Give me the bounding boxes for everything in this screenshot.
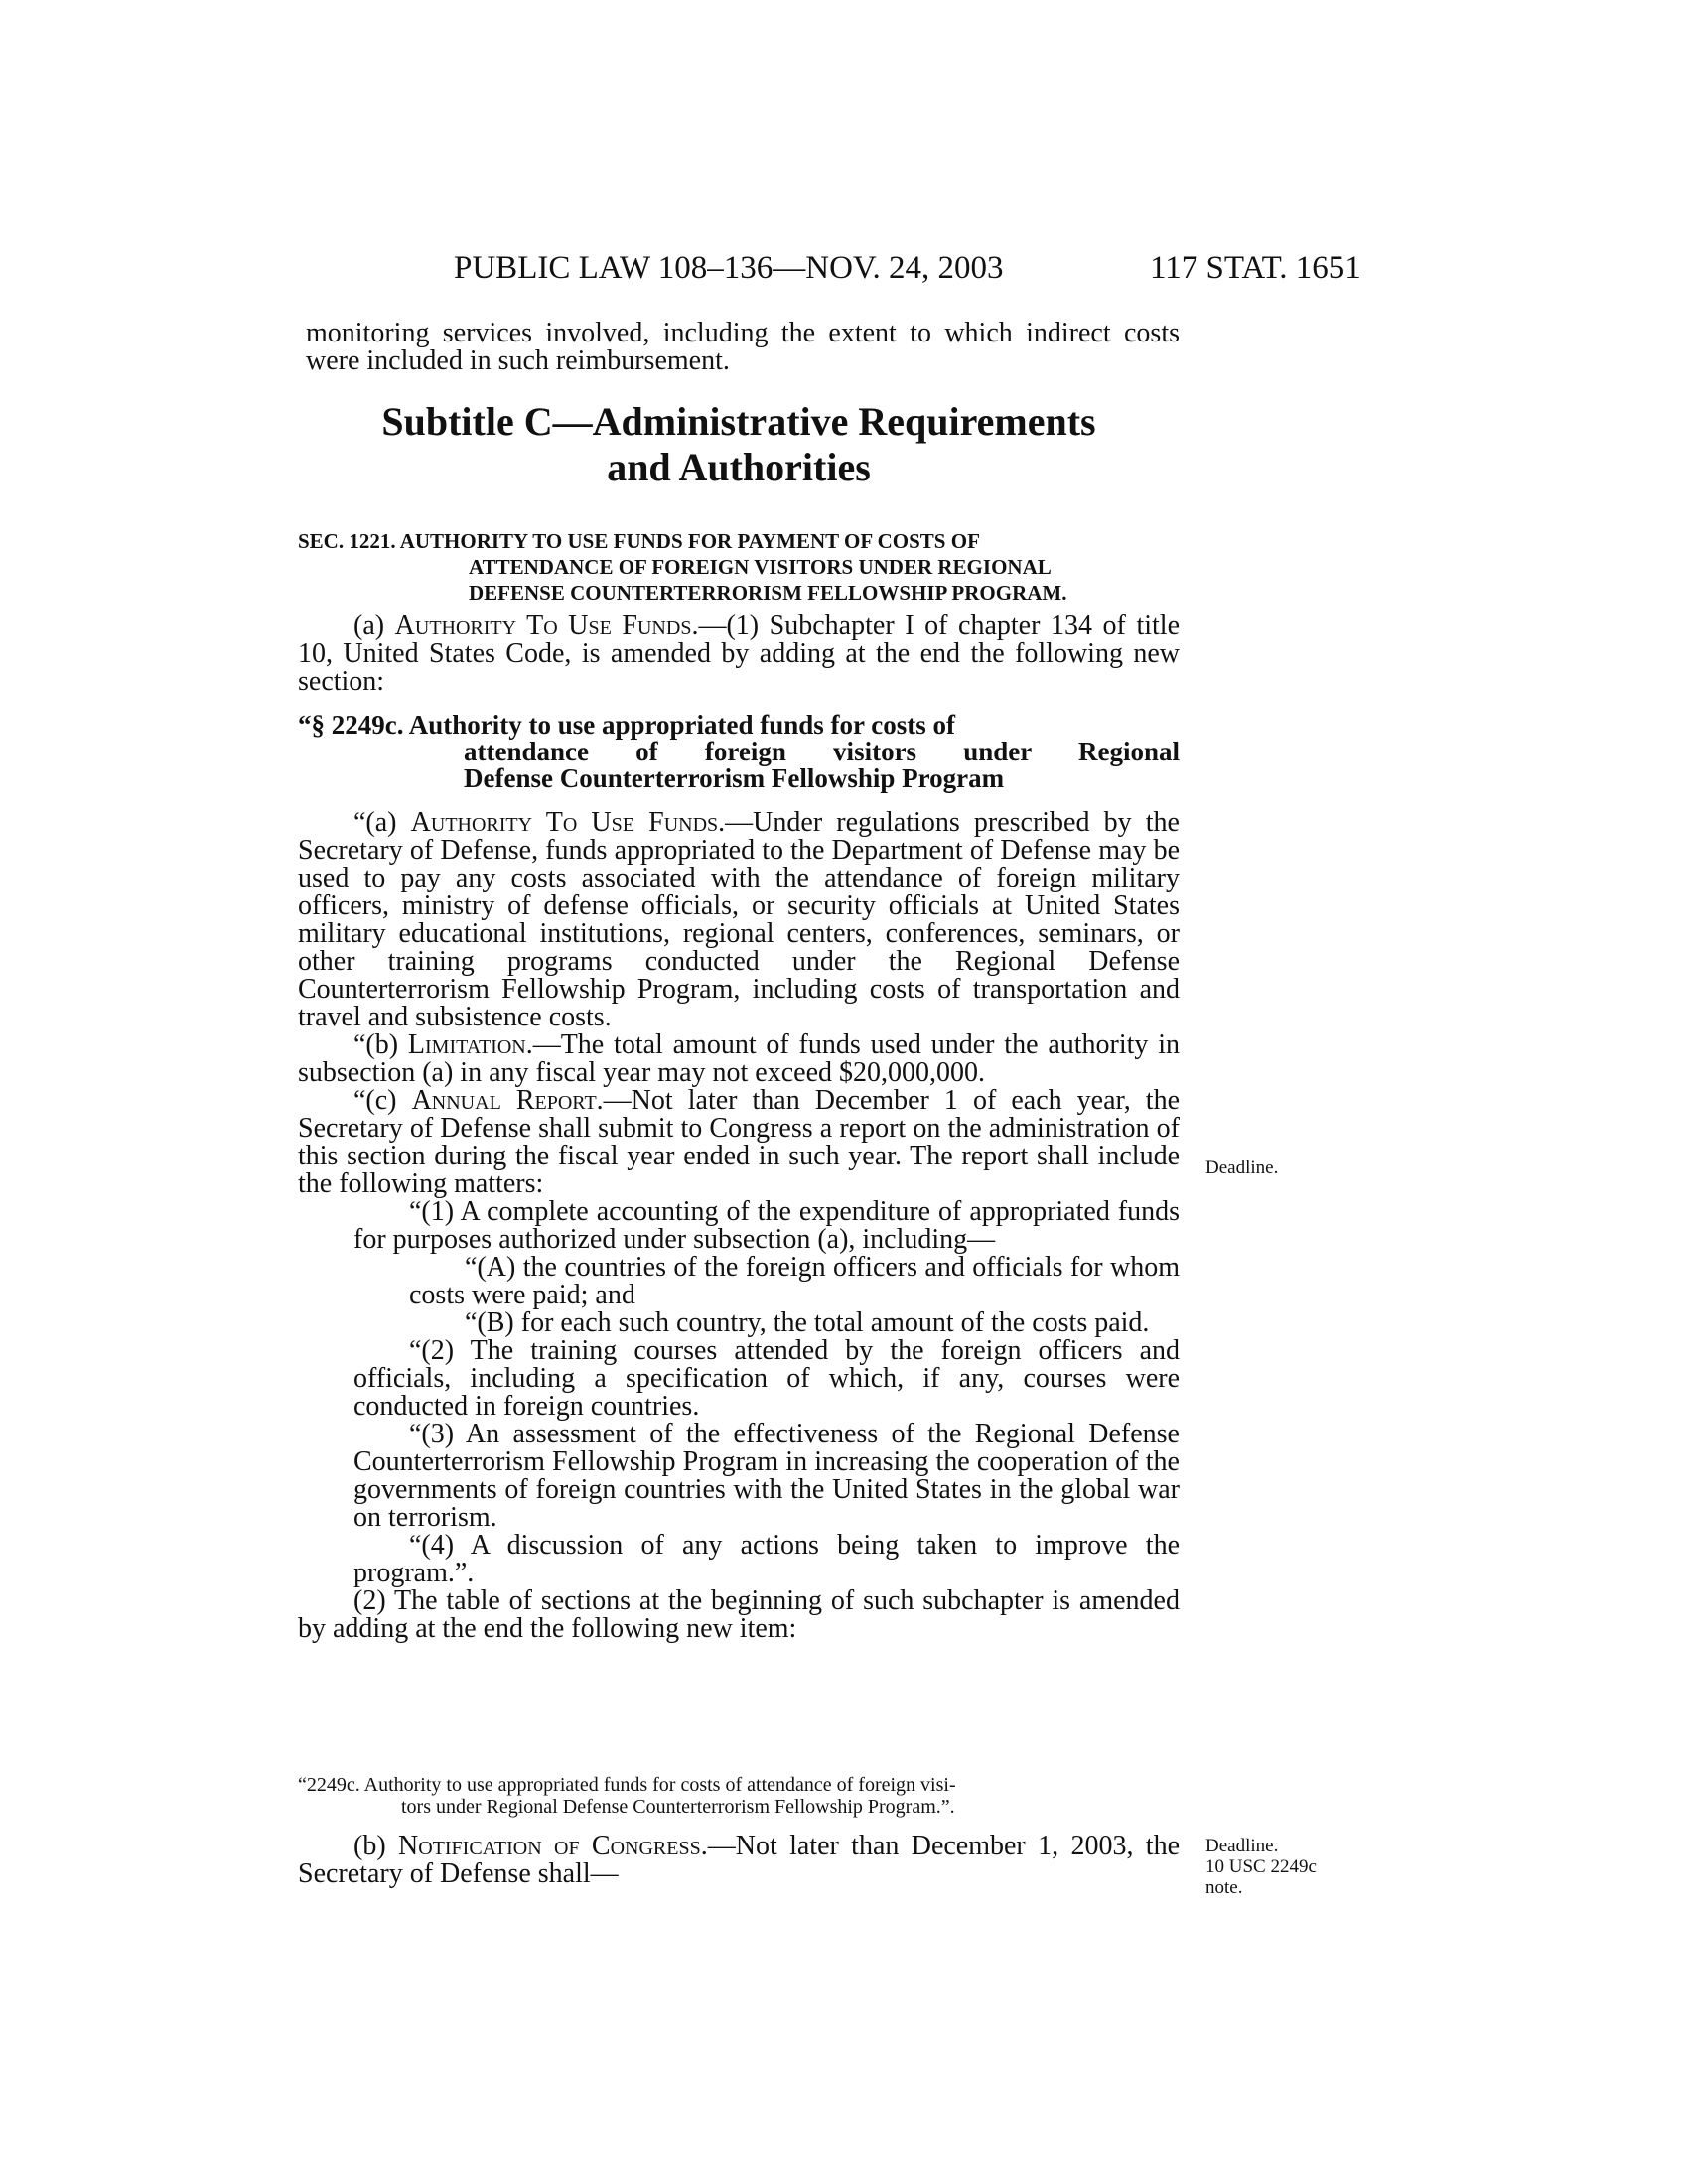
- margin-note-line-3: note.: [1205, 1877, 1243, 1898]
- paragraph-a-lead: (a): [353, 611, 395, 641]
- subsection-a-text: .—Under regulations prescribed by the Secretary of Defense, funds appropriated to the Department of Defense may be used to pay any costs associated with the attendance of foreign military officers, ministry of defense officials, or security officials at United States military educational institutions, regional centers, conferences, seminars, or other training programs conducted under the Regional Defense Counterterrorism Fellowship Program, including costs of transportation and travel and subsistence costs.: [298, 807, 1180, 1032]
- paragraph-b-text: .—Not later than December 1, 2003, the Secretary of Defense shall—: [298, 1831, 1181, 1889]
- item-4: “(4) A discussion of any actions being taken to improve the program.”.: [353, 1530, 1180, 1588]
- subsection-c-lead: “(c): [353, 1085, 412, 1116]
- subtitle-line-1: Subtitle C—Administrative Requirements: [381, 399, 1096, 444]
- subsection-b: [298, 1031, 1180, 1087]
- new-section-line-2: attendance of foreign visitors under Regional: [464, 737, 1180, 766]
- subtitle-heading: [298, 399, 1180, 490]
- section-heading-line-2: ATTENDANCE OF FOREIGN VISITORS UNDER REGIONAL: [469, 555, 1052, 579]
- page-header: [0, 250, 1688, 290]
- item-3: “(3) An assessment of the effectiveness of the Regional Defense Counterterrorism Fellowship Program in increasing the cooperation of the governments of foreign countries with the United States in the global war on terrorism.: [353, 1419, 1180, 1533]
- paragraph-a-heading: Authority To Use Funds: [394, 611, 692, 641]
- continuation-text: monitoring services involved, including the extent to which indirect costs were included in such reimbursement.: [306, 318, 1180, 376]
- margin-note-line-1: Deadline.: [1205, 1836, 1279, 1856]
- item-1a: “(A) the countries of the foreign officers and officials for whom costs were paid; and: [409, 1252, 1180, 1310]
- paragraph-a: [298, 613, 1180, 696]
- section-body: [298, 809, 1180, 1643]
- margin-note-deadline: Deadline.: [1205, 1158, 1279, 1178]
- subsection-c-heading: Annual Report: [411, 1085, 597, 1116]
- table-item-line-1: “2249c. Authority to use appropriated funds for costs of attendance of foreign visi-: [298, 1774, 956, 1796]
- paragraph-b-heading: Notification of Congress: [398, 1831, 701, 1861]
- table-of-sections-item: [298, 1774, 1180, 1818]
- new-section-line-1: “§ 2249c. Authority to use appropriated funds for costs of: [298, 710, 956, 740]
- subsection-c-text: .—Not later than December 1 of each year, the Secretary of Defense shall submit to Congress a report on the administration of this section during the fiscal year ended in such year. The report shall include the following matters:: [298, 1085, 1181, 1199]
- section-heading-line-3: DEFENSE COUNTERTERRORISM FELLOWSHIP PROGRAM.: [469, 581, 1067, 605]
- subsection-a: [298, 809, 1180, 1031]
- table-item-line-2: tors under Regional Defense Counterterrorism Fellowship Program.”.: [401, 1796, 955, 1818]
- subsection-c: [298, 1087, 1180, 1198]
- paragraph-2: (2) The table of sections at the beginning of such subchapter is amended by adding at the end the following new item:: [298, 1585, 1180, 1644]
- section-heading-line-1: SEC. 1221. AUTHORITY TO USE FUNDS FOR PAYMENT OF COSTS OF: [298, 529, 980, 553]
- section-heading: [298, 528, 1180, 606]
- paragraph-b-lead: (b): [353, 1831, 398, 1861]
- item-1b: “(B) for each such country, the total amount of the costs paid.: [465, 1307, 1150, 1338]
- new-section-heading: [298, 712, 1180, 792]
- paragraph-a-text: .—(1) Subchapter I of chapter 134 of title 10, United States Code, is amended by adding at the end the following new section:: [298, 611, 1181, 697]
- margin-note-line-2: 10 USC 2249c: [1205, 1856, 1317, 1877]
- subsection-a-lead: “(a): [353, 807, 411, 838]
- page-citation: 117 STAT. 1651: [1150, 250, 1361, 286]
- subsection-b-heading: Limitation: [407, 1029, 526, 1060]
- subsection-b-lead: “(b): [353, 1029, 408, 1060]
- paragraph-b: [298, 1833, 1180, 1888]
- subsection-a-heading: Authority To Use Funds: [410, 807, 719, 838]
- new-section-line-3: Defense Counterterrorism Fellowship Program: [464, 763, 1005, 793]
- continued-paragraph: [306, 320, 1180, 375]
- margin-note-deadline-usc: [1205, 1836, 1317, 1898]
- item-1: “(1) A complete accounting of the expenditure of appropriated funds for purposes authorized under subsection (a), including—: [353, 1196, 1180, 1255]
- item-2: “(2) The training courses attended by the foreign officers and officials, including a specification of which, if any, courses were conducted in foreign countries.: [353, 1335, 1180, 1422]
- subtitle-line-2: and Authorities: [607, 445, 871, 489]
- subsection-b-text: .—The total amount of funds used under the authority in subsection (a) in any fiscal year may not exceed $20,000,000.: [298, 1029, 1180, 1088]
- running-head: PUBLIC LAW 108–136—NOV. 24, 2003: [454, 250, 1004, 286]
